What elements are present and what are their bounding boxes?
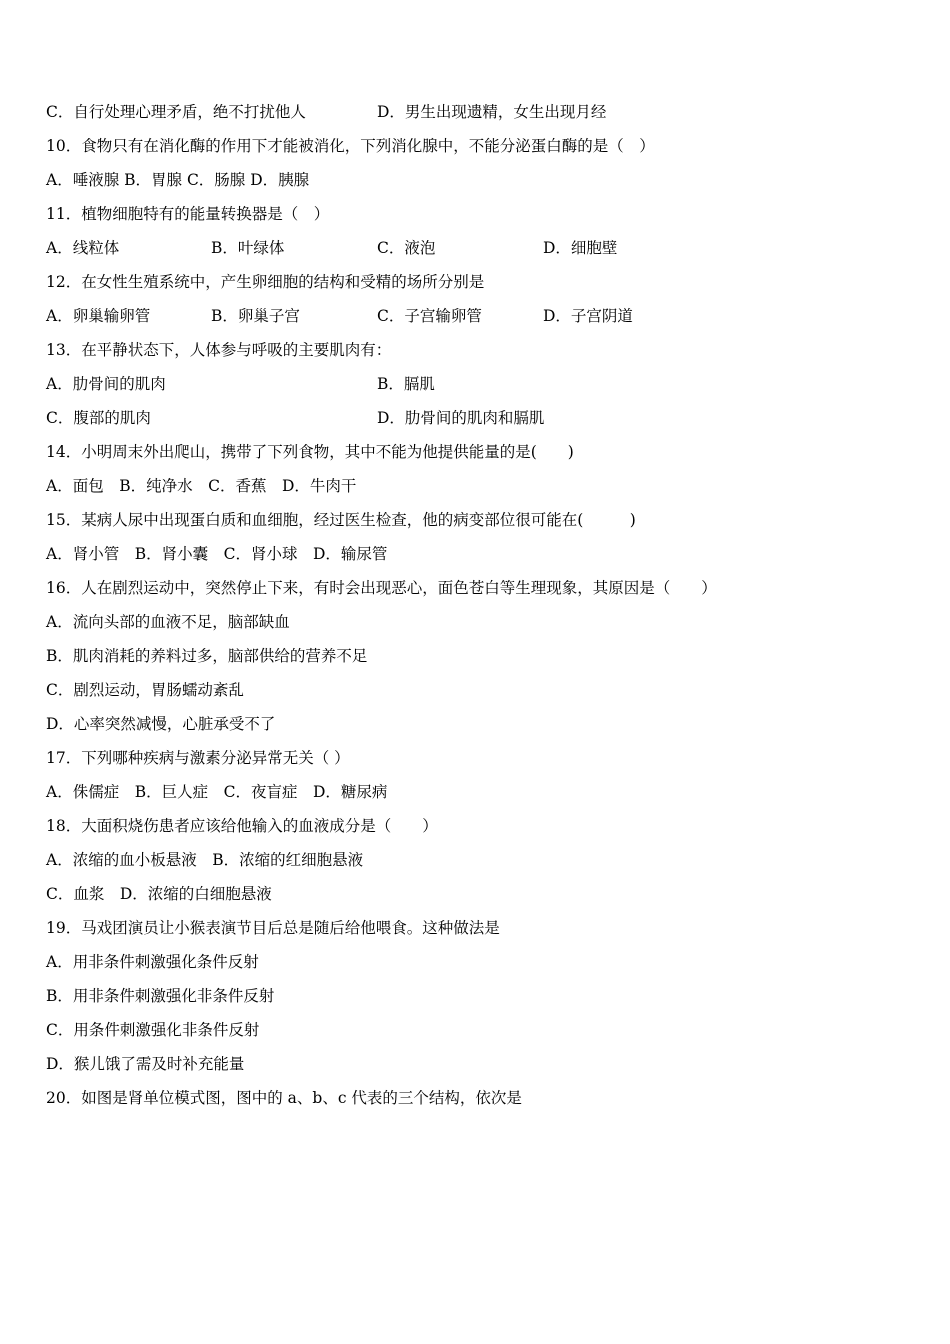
q19-option-d: D．猴儿饿了需及时补充能量 [46,1055,245,1073]
q11-options [46,231,906,265]
q16-option-c: C．剧烈运动，胃肠蠕动紊乱 [46,681,244,699]
q17-stem: 17．下列哪种疾病与激素分泌异常无关（ ） [46,749,350,767]
q9-options-row-2 [46,95,906,129]
q19-option-a: A．用非条件刺激强化条件反射 [46,953,259,971]
q11-option-b: B．叶绿体 [211,239,285,257]
q13-options-row-2 [46,401,906,435]
q10-options: A．唾液腺 B．胃腺 C．肠腺 D．胰腺 [46,171,310,189]
q19-stem: 19．马戏团演员让小猴表演节目后总是随后给他喂食。这种做法是 [46,919,500,937]
q9-option-c: C．自行处理心理矛盾，绝不打扰他人 [46,103,306,121]
q18-options-row-1: A．浓缩的血小板悬液 B．浓缩的红细胞悬液 [46,851,364,869]
q13-stem: 13．在平静状态下，人体参与呼吸的主要肌肉有： [46,341,392,359]
q19-option-c: C．用条件刺激强化非条件反射 [46,1021,260,1039]
q12-option-d: D．子宫阴道 [543,307,633,325]
q10-stem: 10．食物只有在消化酶的作用下才能被消化，下列消化腺中，不能分泌蛋白酶的是（ ） [46,137,655,155]
q13-options-row-1 [46,367,906,401]
q13-option-a: A．肋骨间的肌肉 [46,375,166,393]
q12-option-c: C．子宫输卵管 [377,307,482,325]
q12-options [46,299,906,333]
q16-option-a: A．流向头部的血液不足，脑部缺血 [46,613,290,631]
q11-option-d: D．细胞壁 [543,239,618,257]
q19-option-b: B．用非条件刺激强化非条件反射 [46,987,275,1005]
q13-option-d: D．肋骨间的肌肉和膈肌 [377,409,545,427]
q9-option-d: D．男生出现遗精，女生出现月经 [377,103,607,121]
q16-stem: 16．人在剧烈运动中，突然停止下来，有时会出现恶心，面色苍白等生理现象，其原因是（ ） [46,579,717,597]
q16-option-d: D．心率突然减慢，心脏承受不了 [46,715,276,733]
q17-options: A．侏儒症 B．巨人症 C．夜盲症 D．糖尿病 [46,783,388,801]
q16-option-b: B．肌肉消耗的养料过多，脑部供给的营养不足 [46,647,368,665]
q11-option-a: A．线粒体 [46,239,120,257]
q12-option-b: B．卵巢子宫 [211,307,300,325]
q14-stem: 14．小明周末外出爬山，携带了下列食物，其中不能为他提供能量的是( ) [46,443,574,461]
q11-stem: 11．植物细胞特有的能量转换器是（ ） [46,205,330,223]
q12-option-a: A．卵巢输卵管 [46,307,151,325]
q15-stem: 15．某病人尿中出现蛋白质和血细胞，经过医生检查，他的病变部位很可能在( ) [46,511,636,529]
q18-stem: 18．大面积烧伤患者应该给他输入的血液成分是（ ） [46,817,438,835]
q13-option-c: C．腹部的肌肉 [46,409,151,427]
q20-stem: 20．如图是肾单位模式图，图中的 a、b、c 代表的三个结构，依次是 [46,1089,522,1107]
q13-option-b: B．膈肌 [377,375,435,393]
q14-options: A．面包 B．纯净水 C．香蕉 D．牛肉干 [46,477,357,495]
q11-option-c: C．液泡 [377,239,436,257]
q18-options-row-2: C．血浆 D．浓缩的白细胞悬液 [46,885,272,903]
q12-stem: 12．在女性生殖系统中，产生卵细胞的结构和受精的场所分别是 [46,273,485,291]
q15-options: A．肾小管 B．肾小囊 C．肾小球 D．输尿管 [46,545,388,563]
